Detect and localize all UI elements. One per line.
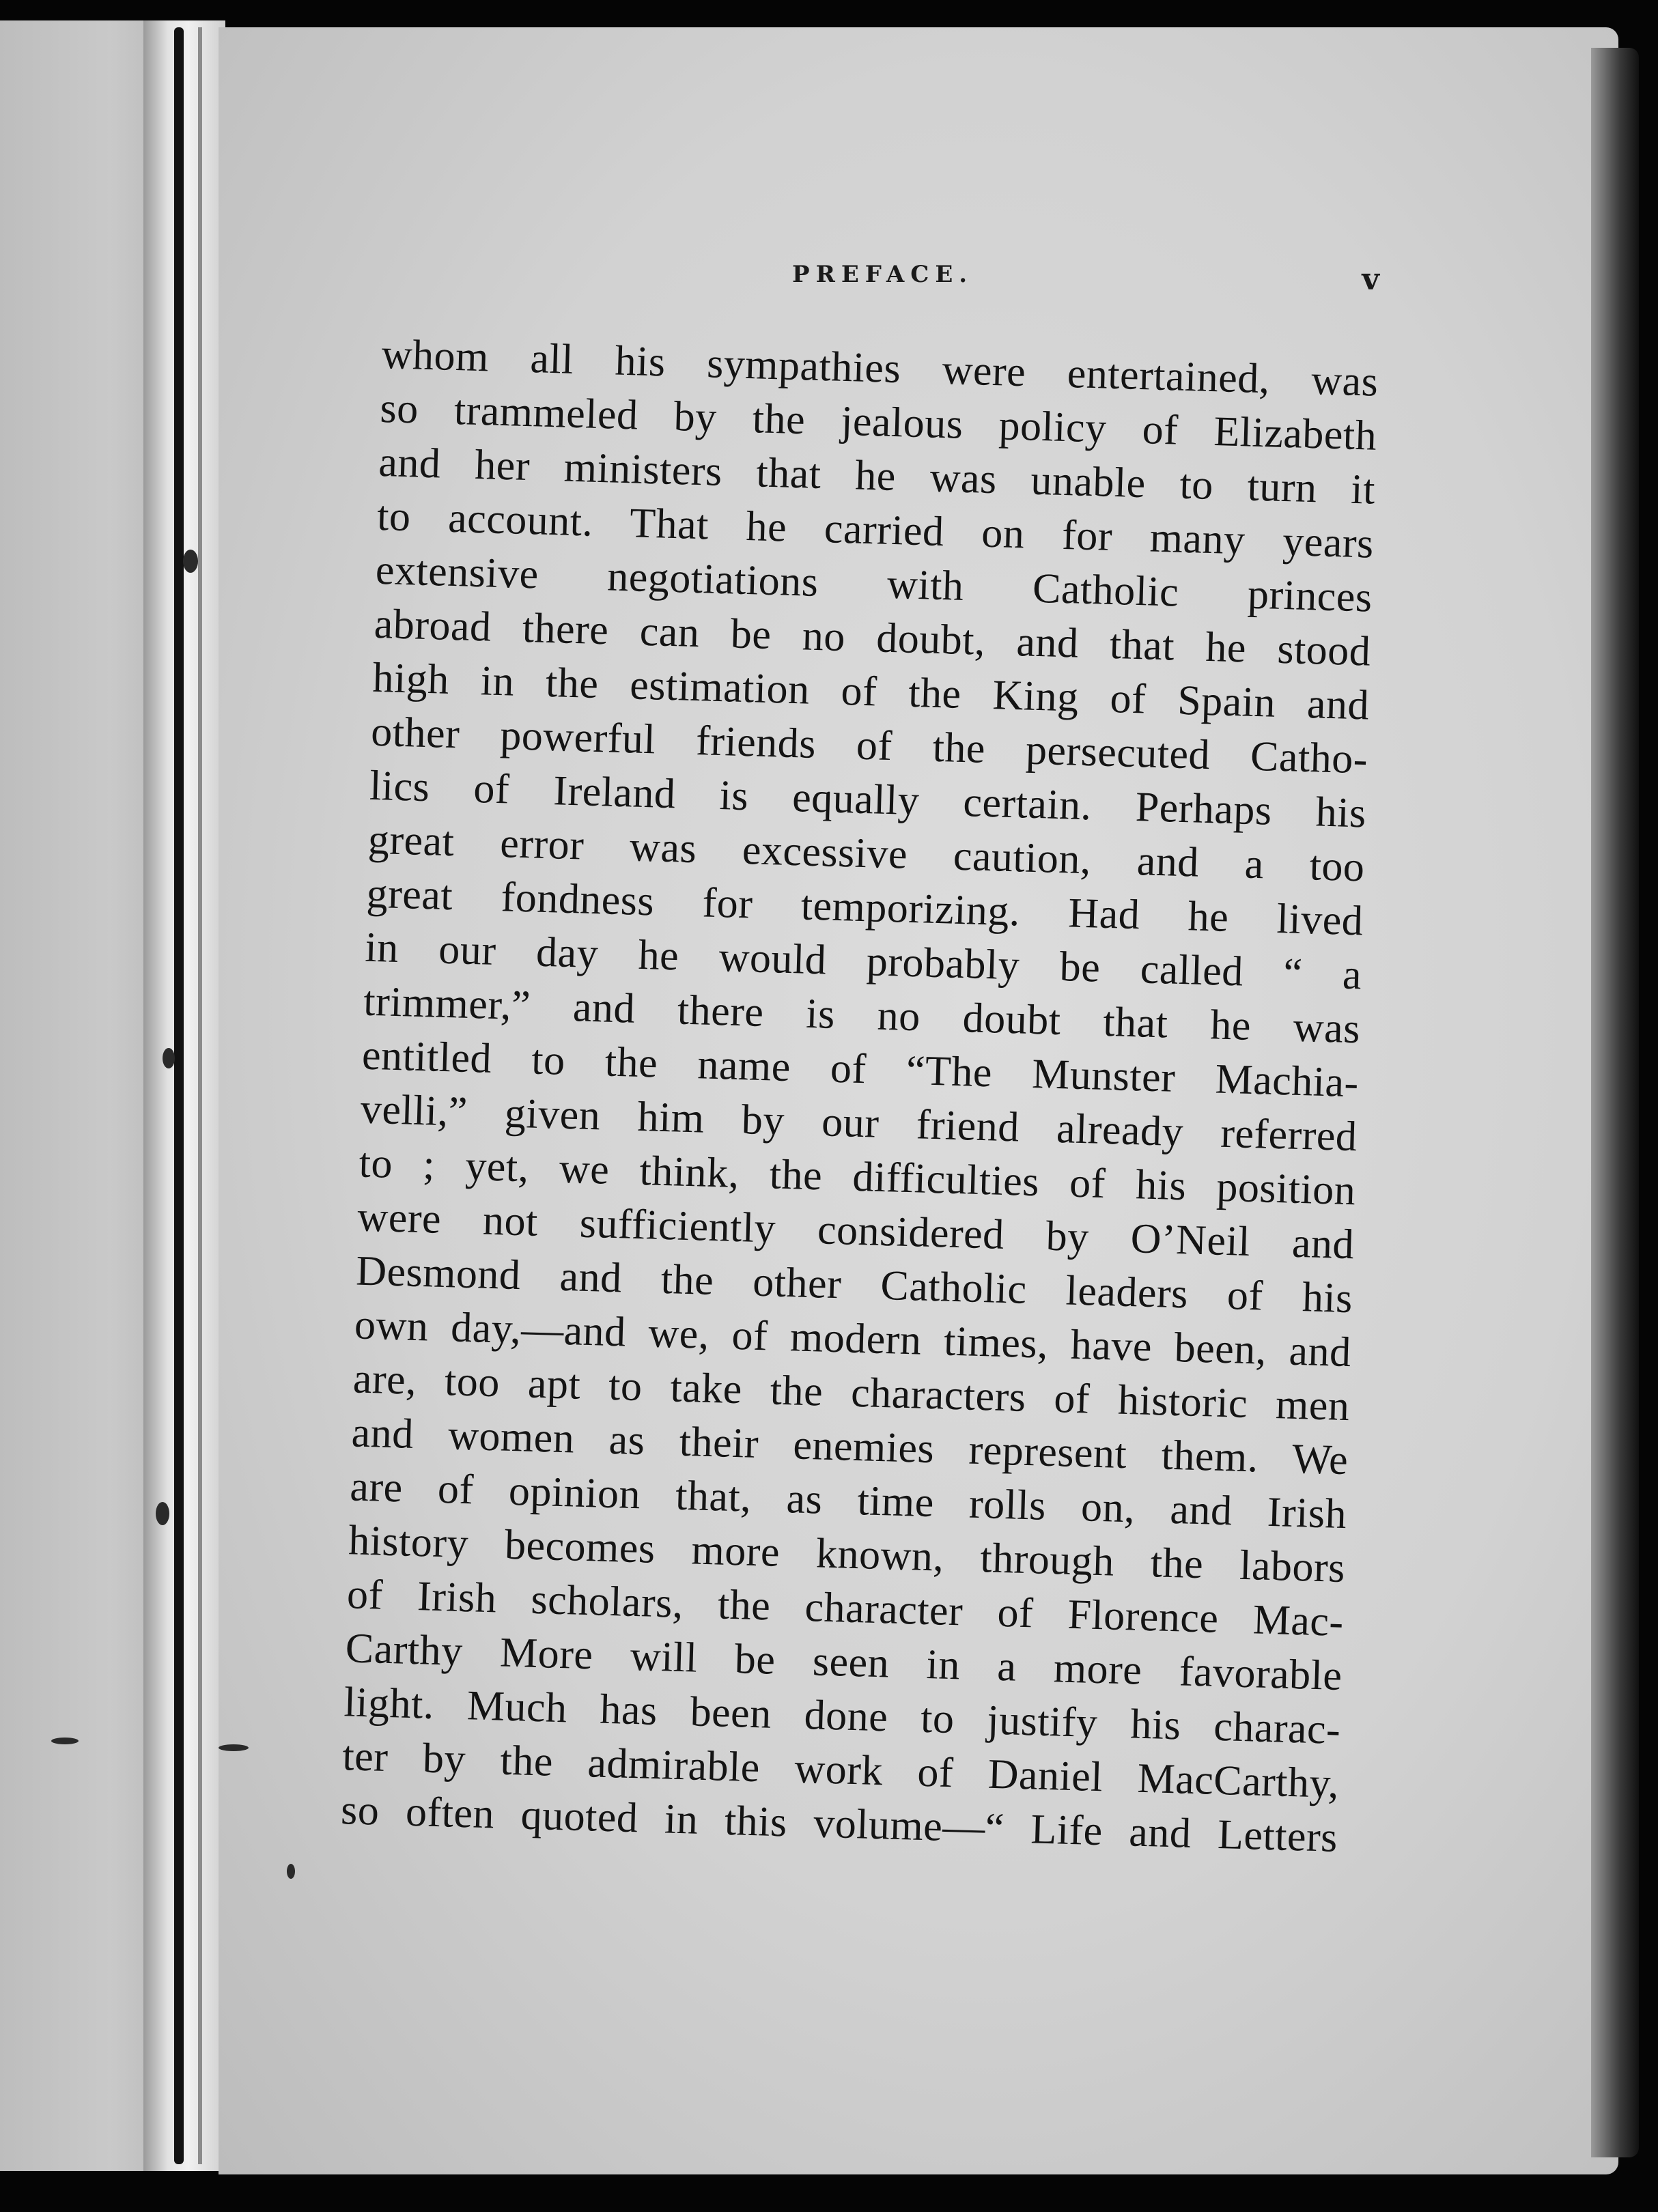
binding-thread-mark <box>156 1502 169 1525</box>
text-line: great error was excessive caution, and a too <box>367 816 1366 891</box>
text-line: light. Much has been done to justify his charac- <box>343 1679 1342 1753</box>
ink-smudge <box>219 1744 249 1751</box>
text-line: and her ministers that he was unable to turn it <box>378 438 1376 513</box>
text-line: ter by the admirable work of Daniel MacCarthy, <box>341 1733 1340 1807</box>
text-line: so trammeled by the jealous policy of Elizabeth <box>379 384 1378 459</box>
running-head <box>410 261 1379 302</box>
ink-smudge <box>51 1738 79 1744</box>
book-gutter <box>143 20 225 2171</box>
text-line: history becomes more known, through the labors <box>348 1517 1346 1592</box>
text-line: lics of Ireland is equally certain. Perhaps his <box>369 762 1367 837</box>
text-line: are of opinion that, as time rolls on, and Irish <box>349 1463 1347 1538</box>
text-line: of Irish scholars, the character of Florence Mac- <box>346 1571 1345 1646</box>
text-line: were not sufficiently considered by O’Neil and <box>356 1193 1355 1268</box>
binding-shadow <box>198 27 202 2164</box>
binding-thread-mark <box>163 1048 175 1068</box>
text-line: so often quoted in this volume—“ Life and Letters <box>340 1787 1338 1861</box>
binding-line <box>174 27 184 2164</box>
text-line: extensive negotiations with Catholic princes <box>375 546 1373 621</box>
text-line: Desmond and the other Catholic leaders of his <box>355 1247 1353 1322</box>
text-line: to ; yet, we think, the difficulties of his position <box>358 1139 1357 1215</box>
text-line: are, too apt to take the characters of historic men <box>352 1355 1351 1430</box>
text-line: and women as their enemies represent them. We <box>350 1409 1349 1484</box>
text-line: in our day he would probably be called “ a <box>364 924 1363 999</box>
page-number: v <box>1362 262 1379 297</box>
text-line: Carthy More will be seen in a more favorable <box>345 1625 1343 1699</box>
binding-thread-mark <box>183 550 198 573</box>
text-line: abroad there can be no doubt, and that he stood <box>373 600 1372 675</box>
text-line: great fondness for temporizing. Had he lived <box>365 870 1364 945</box>
page-edge-shadow <box>1591 48 1639 2157</box>
body-text <box>340 328 1379 1865</box>
text-line: trimmer,” and there is no doubt that he was <box>363 978 1361 1053</box>
text-line: own day,—and we, of modern times, have been, and <box>354 1301 1352 1376</box>
text-line: entitled to the name of “The Munster Machia- <box>361 1032 1360 1107</box>
ink-smudge <box>287 1864 295 1879</box>
text-line: high in the estimation of the King of Spain and <box>371 654 1371 729</box>
text-line: to account. That he carried on for many years <box>376 492 1375 567</box>
text-line: velli,” given him by our friend already referred <box>360 1086 1358 1161</box>
running-title: PREFACE. <box>792 261 974 288</box>
text-line: whom all his sympathies were entertained, was <box>380 330 1379 406</box>
text-line: other powerful friends of the persecuted Catho- <box>370 708 1368 783</box>
